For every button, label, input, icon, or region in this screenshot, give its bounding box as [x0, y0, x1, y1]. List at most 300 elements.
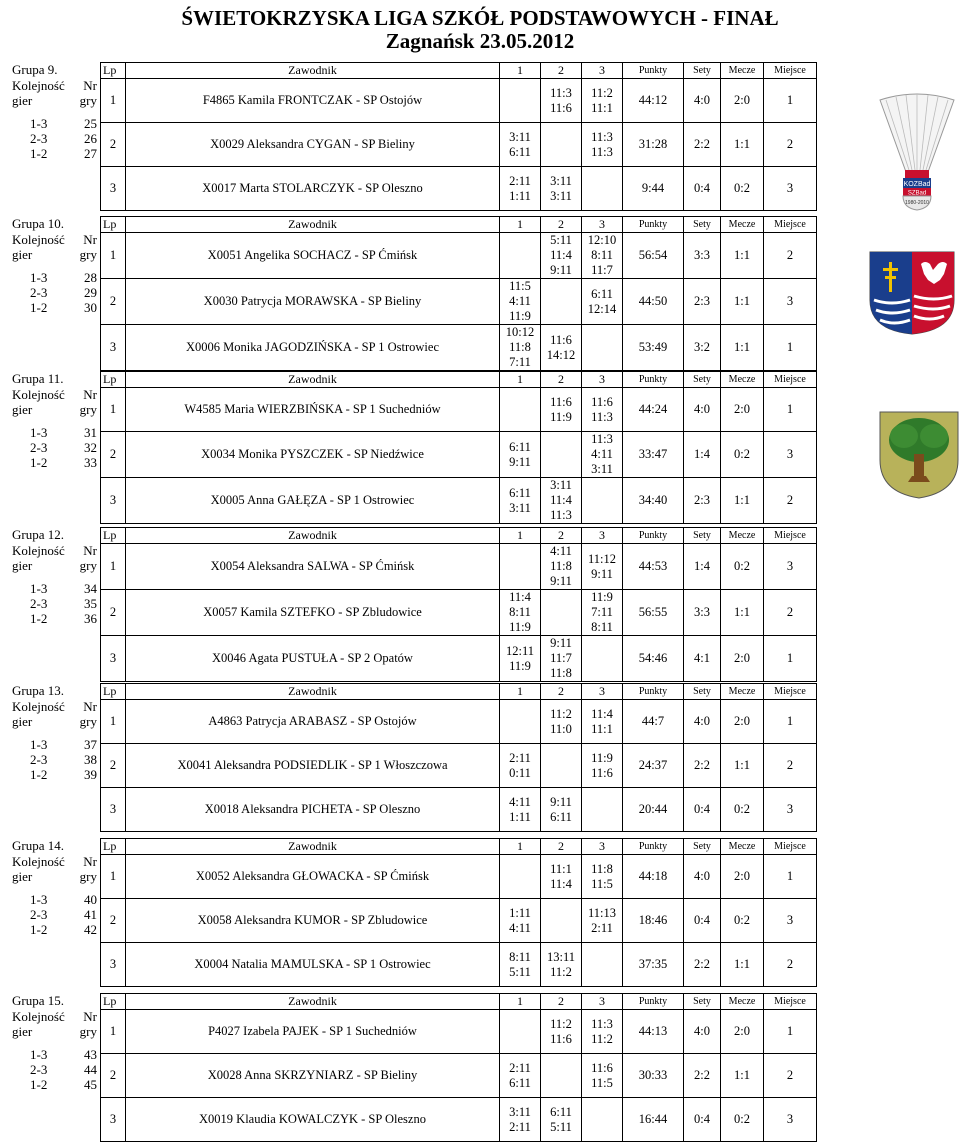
- header-lp: Lp: [101, 994, 126, 1010]
- row-lp: 2: [101, 1054, 126, 1098]
- points-value: 56:54: [623, 233, 684, 279]
- order-label: Kolejność: [12, 387, 65, 402]
- header-c1: 1: [500, 63, 541, 79]
- order-label-2: gier: [12, 247, 33, 262]
- group-table: [100, 838, 817, 987]
- points-value: 31:28: [623, 123, 684, 167]
- sets-value: 2:2: [684, 943, 721, 987]
- matches-value: 1:1: [721, 943, 764, 987]
- player-name: X0018 Aleksandra PICHETA - SP Oleszno: [126, 788, 500, 832]
- points-value: 56:55: [623, 590, 684, 636]
- header-points: Punkty: [623, 63, 684, 79]
- header-c2: 2: [541, 528, 582, 544]
- sets-value: 0:4: [684, 899, 721, 943]
- row-lp: 3: [101, 1098, 126, 1142]
- header-c2: 2: [541, 684, 582, 700]
- header-c3: 3: [582, 372, 623, 388]
- row-lp: 1: [101, 79, 126, 123]
- matches-value: 1:1: [721, 744, 764, 788]
- sets-value: 3:2: [684, 325, 721, 371]
- header-points: Punkty: [623, 839, 684, 855]
- table-row: [101, 388, 817, 432]
- matches-value: 0:2: [721, 899, 764, 943]
- points-value: 34:40: [623, 478, 684, 524]
- set-scores: 11:13 2:11: [582, 899, 623, 943]
- table-row: [101, 279, 817, 325]
- set-scores: 11:2 11:0: [541, 700, 582, 744]
- set-scores: 3:11 2:11: [500, 1098, 541, 1142]
- sets-value: 2:2: [684, 744, 721, 788]
- set-scores: 4:11 11:8 9:11: [541, 544, 582, 590]
- player-name: X0057 Kamila SZTEFKO - SP Zbludowice: [126, 590, 500, 636]
- header-matches: Mecze: [721, 684, 764, 700]
- game-number: 40: [84, 892, 97, 907]
- sets-value: 2:2: [684, 1054, 721, 1098]
- matches-value: 1:1: [721, 123, 764, 167]
- game-number: 42: [84, 922, 97, 937]
- place-value: 3: [764, 1098, 817, 1142]
- svg-text:KOZBad: KOZBad: [903, 181, 931, 188]
- header-c2: 2: [541, 372, 582, 388]
- points-value: 54:46: [623, 636, 684, 682]
- matches-value: 2:0: [721, 388, 764, 432]
- game-number: 38: [84, 752, 97, 767]
- player-name: X0006 Monika JAGODZIŃSKA - SP 1 Ostrowiec: [126, 325, 500, 371]
- points-value: 30:33: [623, 1054, 684, 1098]
- order-pair: 2-3: [30, 285, 48, 300]
- table-row: [101, 700, 817, 744]
- order-label-2: gier: [12, 714, 33, 729]
- group-table: [100, 993, 817, 1142]
- player-name: X0052 Aleksandra GŁOWACKA - SP Ćmińsk: [126, 855, 500, 899]
- set-scores: [500, 1010, 541, 1054]
- table-row: [101, 1098, 817, 1142]
- table-header: [101, 372, 817, 388]
- header-lp: Lp: [101, 684, 126, 700]
- header-player: Zawodnik: [126, 217, 500, 233]
- set-scores: [500, 79, 541, 123]
- matches-value: 2:0: [721, 79, 764, 123]
- group-table: [100, 371, 817, 524]
- place-value: 3: [764, 432, 817, 478]
- table-row: [101, 478, 817, 524]
- set-scores: 11:6 11:3: [582, 388, 623, 432]
- group-table: [100, 62, 817, 211]
- matches-value: 1:1: [721, 279, 764, 325]
- matches-value: 0:2: [721, 1098, 764, 1142]
- header-matches: Mecze: [721, 528, 764, 544]
- order-pair: 1-2: [30, 146, 48, 161]
- sets-value: 3:3: [684, 590, 721, 636]
- set-scores: [541, 123, 582, 167]
- set-scores: [500, 233, 541, 279]
- order-pair: 1-3: [30, 892, 48, 907]
- tree-coat-of-arms: [878, 410, 960, 500]
- order-label-2: gier: [12, 1024, 33, 1039]
- row-lp: 3: [101, 943, 126, 987]
- place-value: 2: [764, 943, 817, 987]
- header-sets: Sety: [684, 839, 721, 855]
- place-value: 1: [764, 79, 817, 123]
- row-lp: 2: [101, 279, 126, 325]
- shuttlecock-logo: [876, 92, 958, 212]
- set-scores: 3:11 11:4 11:3: [541, 478, 582, 524]
- set-scores: 11:6 11:5: [582, 1054, 623, 1098]
- matches-value: 1:1: [721, 590, 764, 636]
- row-lp: 3: [101, 325, 126, 371]
- table-row: [101, 432, 817, 478]
- set-scores: 11:3 11:6: [541, 79, 582, 123]
- set-scores: 11:2 11:1: [582, 79, 623, 123]
- header-points: Punkty: [623, 372, 684, 388]
- player-name: W4585 Maria WIERZBIŃSKA - SP 1 Suchedniów: [126, 388, 500, 432]
- set-scores: [500, 544, 541, 590]
- game-number: 43: [84, 1047, 97, 1062]
- row-lp: 3: [101, 478, 126, 524]
- order-pair: 2-3: [30, 1062, 48, 1077]
- header-lp: Lp: [101, 528, 126, 544]
- nr-label: Nr: [83, 699, 97, 714]
- set-scores: 11:1 11:4: [541, 855, 582, 899]
- table-header: [101, 684, 817, 700]
- set-scores: 2:11 1:11: [500, 167, 541, 211]
- table-header: [101, 217, 817, 233]
- place-value: 2: [764, 744, 817, 788]
- header-place: Miejsce: [764, 217, 817, 233]
- row-lp: 1: [101, 388, 126, 432]
- header-points: Punkty: [623, 684, 684, 700]
- game-order: [12, 1009, 97, 1092]
- place-value: 1: [764, 855, 817, 899]
- header-c3: 3: [582, 217, 623, 233]
- order-pair: 1-2: [30, 1077, 48, 1092]
- header-c3: 3: [582, 684, 623, 700]
- header-matches: Mecze: [721, 839, 764, 855]
- table-row: [101, 788, 817, 832]
- row-lp: 2: [101, 590, 126, 636]
- points-value: 44:18: [623, 855, 684, 899]
- games-label: gry: [79, 869, 97, 884]
- matches-value: 0:2: [721, 544, 764, 590]
- game-number: 28: [84, 270, 97, 285]
- game-order: [12, 78, 97, 161]
- points-value: 37:35: [623, 943, 684, 987]
- header-lp: Lp: [101, 839, 126, 855]
- place-value: 1: [764, 325, 817, 371]
- table-row: [101, 744, 817, 788]
- header-c3: 3: [582, 839, 623, 855]
- order-pair: 2-3: [30, 131, 48, 146]
- games-label: gry: [79, 558, 97, 573]
- nr-label: Nr: [83, 854, 97, 869]
- header-points: Punkty: [623, 994, 684, 1010]
- set-scores: [582, 1098, 623, 1142]
- game-order: [12, 387, 97, 470]
- matches-value: 0:2: [721, 167, 764, 211]
- nr-label: Nr: [83, 387, 97, 402]
- table-row: [101, 79, 817, 123]
- order-label: Kolejność: [12, 854, 65, 869]
- row-lp: 2: [101, 123, 126, 167]
- set-scores: [541, 279, 582, 325]
- row-lp: 2: [101, 744, 126, 788]
- points-value: 44:13: [623, 1010, 684, 1054]
- group-label: Grupa 12.: [12, 527, 64, 542]
- table-row: [101, 943, 817, 987]
- sets-value: 4:1: [684, 636, 721, 682]
- group-label: Grupa 10.: [12, 216, 64, 231]
- order-label-2: gier: [12, 402, 33, 417]
- header-sets: Sety: [684, 63, 721, 79]
- place-value: 3: [764, 899, 817, 943]
- game-number: 27: [84, 146, 97, 161]
- group-label: Grupa 13.: [12, 683, 64, 698]
- sets-value: 4:0: [684, 79, 721, 123]
- header-points: Punkty: [623, 217, 684, 233]
- order-pair: 1-3: [30, 737, 48, 752]
- player-name: X0017 Marta STOLARCZYK - SP Oleszno: [126, 167, 500, 211]
- set-scores: 11:8 11:5: [582, 855, 623, 899]
- set-scores: [582, 478, 623, 524]
- table-row: [101, 590, 817, 636]
- header-matches: Mecze: [721, 63, 764, 79]
- header-place: Miejsce: [764, 63, 817, 79]
- player-name: X0004 Natalia MAMULSKA - SP 1 Ostrowiec: [126, 943, 500, 987]
- group-table: [100, 527, 817, 682]
- group-table: [100, 216, 817, 371]
- set-scores: 13:11 11:2: [541, 943, 582, 987]
- header-c1: 1: [500, 839, 541, 855]
- place-value: 1: [764, 1010, 817, 1054]
- nr-label: Nr: [83, 543, 97, 558]
- order-pair: 1-3: [30, 1047, 48, 1062]
- set-scores: [582, 788, 623, 832]
- matches-value: 1:1: [721, 233, 764, 279]
- voivodeship-coat-of-arms: [868, 250, 956, 336]
- sets-value: 1:4: [684, 544, 721, 590]
- game-number: 45: [84, 1077, 97, 1092]
- game-order: [12, 854, 97, 937]
- header-c2: 2: [541, 994, 582, 1010]
- games-label: gry: [79, 247, 97, 262]
- set-scores: 11:3 11:2: [582, 1010, 623, 1054]
- table-row: [101, 544, 817, 590]
- player-name: X0051 Angelika SOCHACZ - SP Ćmińsk: [126, 233, 500, 279]
- row-lp: 3: [101, 788, 126, 832]
- place-value: 2: [764, 590, 817, 636]
- sets-value: 4:0: [684, 388, 721, 432]
- order-pair: 1-3: [30, 425, 48, 440]
- row-lp: 3: [101, 636, 126, 682]
- group-label: Grupa 15.: [12, 993, 64, 1008]
- header-c1: 1: [500, 372, 541, 388]
- player-name: X0034 Monika PYSZCZEK - SP Niedźwice: [126, 432, 500, 478]
- set-scores: 3:11 6:11: [500, 123, 541, 167]
- set-scores: 11:3 11:3: [582, 123, 623, 167]
- place-value: 3: [764, 544, 817, 590]
- order-label: Kolejność: [12, 543, 65, 558]
- table-header: [101, 839, 817, 855]
- points-value: 18:46: [623, 899, 684, 943]
- header-c2: 2: [541, 217, 582, 233]
- set-scores: 11:9 7:11 8:11: [582, 590, 623, 636]
- header-matches: Mecze: [721, 372, 764, 388]
- order-label: Kolejność: [12, 78, 65, 93]
- player-name: X0054 Aleksandra SALWA - SP Ćmińsk: [126, 544, 500, 590]
- svg-text:1980-2010: 1980-2010: [905, 200, 929, 206]
- set-scores: 9:11 11:7 11:8: [541, 636, 582, 682]
- order-label-2: gier: [12, 869, 33, 884]
- order-pair: 2-3: [30, 907, 48, 922]
- game-order: [12, 543, 97, 626]
- page-title: ŚWIETOKRZYSKA LIGA SZKÓŁ PODSTAWOWYCH - FINAŁ: [181, 6, 779, 30]
- matches-value: 1:1: [721, 478, 764, 524]
- header-place: Miejsce: [764, 994, 817, 1010]
- points-value: 44:12: [623, 79, 684, 123]
- order-pair: 1-2: [30, 767, 48, 782]
- set-scores: 2:11 0:11: [500, 744, 541, 788]
- row-lp: 1: [101, 1010, 126, 1054]
- sets-value: 2:2: [684, 123, 721, 167]
- game-number: 26: [84, 131, 97, 146]
- place-value: 3: [764, 788, 817, 832]
- player-name: X0041 Aleksandra PODSIEDLIK - SP 1 Włoszczowa: [126, 744, 500, 788]
- table-row: [101, 123, 817, 167]
- row-lp: 2: [101, 899, 126, 943]
- header-player: Zawodnik: [126, 839, 500, 855]
- order-pair: 2-3: [30, 752, 48, 767]
- set-scores: 11:4 11:1: [582, 700, 623, 744]
- header-player: Zawodnik: [126, 994, 500, 1010]
- header-place: Miejsce: [764, 372, 817, 388]
- game-number: 32: [84, 440, 97, 455]
- group-label: Grupa 9.: [12, 62, 58, 77]
- game-number: 31: [84, 425, 97, 440]
- game-number: 39: [84, 767, 97, 782]
- game-order: [12, 232, 97, 315]
- games-label: gry: [79, 714, 97, 729]
- nr-label: Nr: [83, 78, 97, 93]
- set-scores: 6:11 12:14: [582, 279, 623, 325]
- set-scores: 11:9 11:6: [582, 744, 623, 788]
- sets-value: 3:3: [684, 233, 721, 279]
- sets-value: 4:0: [684, 855, 721, 899]
- player-name: A4863 Patrycja ARABASZ - SP Ostojów: [126, 700, 500, 744]
- header-c2: 2: [541, 63, 582, 79]
- set-scores: 12:10 8:11 11:7: [582, 233, 623, 279]
- game-order: [12, 699, 97, 782]
- place-value: 1: [764, 388, 817, 432]
- place-value: 2: [764, 478, 817, 524]
- set-scores: 10:12 11:8 7:11: [500, 325, 541, 371]
- header-c1: 1: [500, 217, 541, 233]
- set-scores: 9:11 6:11: [541, 788, 582, 832]
- set-scores: 12:11 11:9: [500, 636, 541, 682]
- table-row: [101, 1054, 817, 1098]
- order-pair: 1-3: [30, 116, 48, 131]
- table-header: [101, 994, 817, 1010]
- set-scores: 5:11 11:4 9:11: [541, 233, 582, 279]
- header-c2: 2: [541, 839, 582, 855]
- matches-value: 0:2: [721, 788, 764, 832]
- header-c3: 3: [582, 63, 623, 79]
- place-value: 3: [764, 167, 817, 211]
- nr-label: Nr: [83, 232, 97, 247]
- player-name: X0046 Agata PUSTUŁA - SP 2 Opatów: [126, 636, 500, 682]
- sets-value: 0:4: [684, 167, 721, 211]
- order-pair: 2-3: [30, 596, 48, 611]
- points-value: 9:44: [623, 167, 684, 211]
- sets-value: 4:0: [684, 1010, 721, 1054]
- points-value: 33:47: [623, 432, 684, 478]
- header-sets: Sety: [684, 217, 721, 233]
- matches-value: 2:0: [721, 636, 764, 682]
- sets-value: 0:4: [684, 788, 721, 832]
- header-lp: Lp: [101, 63, 126, 79]
- set-scores: 11:6 14:12: [541, 325, 582, 371]
- points-value: 20:44: [623, 788, 684, 832]
- header-lp: Lp: [101, 372, 126, 388]
- table-row: [101, 636, 817, 682]
- table-header: [101, 528, 817, 544]
- points-value: 16:44: [623, 1098, 684, 1142]
- header-sets: Sety: [684, 684, 721, 700]
- group-table: [100, 683, 817, 832]
- matches-value: 1:1: [721, 325, 764, 371]
- set-scores: 3:11 3:11: [541, 167, 582, 211]
- header-place: Miejsce: [764, 684, 817, 700]
- matches-value: 1:1: [721, 1054, 764, 1098]
- group-label: Grupa 14.: [12, 838, 64, 853]
- set-scores: [500, 855, 541, 899]
- header-player: Zawodnik: [126, 63, 500, 79]
- game-number: 44: [84, 1062, 97, 1077]
- matches-value: 2:0: [721, 1010, 764, 1054]
- order-label: Kolejność: [12, 699, 65, 714]
- table-row: [101, 167, 817, 211]
- header-player: Zawodnik: [126, 372, 500, 388]
- table-row: [101, 325, 817, 371]
- group-label: Grupa 11.: [12, 371, 64, 386]
- player-name: X0028 Anna SKRZYNIARZ - SP Bieliny: [126, 1054, 500, 1098]
- sets-value: 1:4: [684, 432, 721, 478]
- place-value: 2: [764, 233, 817, 279]
- order-pair: 1-2: [30, 455, 48, 470]
- set-scores: 6:11 5:11: [541, 1098, 582, 1142]
- set-scores: [582, 636, 623, 682]
- header-place: Miejsce: [764, 528, 817, 544]
- table-row: [101, 899, 817, 943]
- set-scores: [500, 700, 541, 744]
- set-scores: [541, 432, 582, 478]
- player-name: X0005 Anna GAŁĘZA - SP 1 Ostrowiec: [126, 478, 500, 524]
- player-name: F4865 Kamila FRONTCZAK - SP Ostojów: [126, 79, 500, 123]
- order-label-2: gier: [12, 558, 33, 573]
- points-value: 24:37: [623, 744, 684, 788]
- set-scores: [582, 325, 623, 371]
- points-value: 44:24: [623, 388, 684, 432]
- place-value: 3: [764, 279, 817, 325]
- header-place: Miejsce: [764, 839, 817, 855]
- header-player: Zawodnik: [126, 684, 500, 700]
- matches-value: 2:0: [721, 700, 764, 744]
- order-label: Kolejność: [12, 1009, 65, 1024]
- sets-value: 0:4: [684, 1098, 721, 1142]
- game-number: 41: [84, 907, 97, 922]
- row-lp: 1: [101, 855, 126, 899]
- set-scores: 11:2 11:6: [541, 1010, 582, 1054]
- place-value: 1: [764, 636, 817, 682]
